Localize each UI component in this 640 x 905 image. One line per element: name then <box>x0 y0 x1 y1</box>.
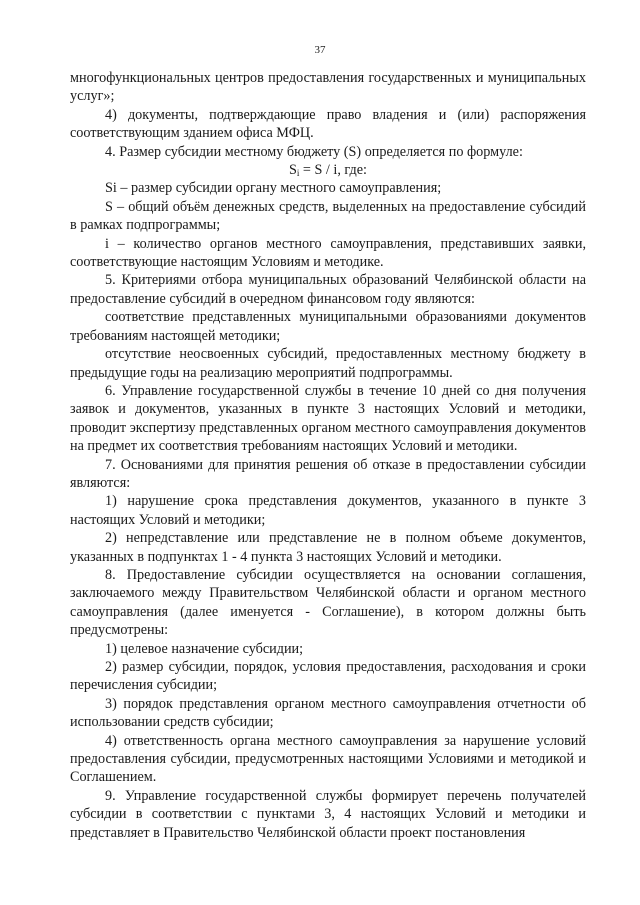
paragraph: 1) нарушение срока представления документов, указанного в пункте 3 настоящих Условий и методики; <box>70 493 586 528</box>
paragraph: отсутствие неосвоенных субсидий, предоставленных местному бюджету в предыдущие годы на реализацию мероприятий подпрограммы. <box>70 346 586 381</box>
paragraph: S – общий объём денежных средств, выделенных на предоставление субсидий в рамках подпрограммы; <box>70 198 586 234</box>
paragraph: 4) ответственность органа местного самоуправления за нарушение условий предоставления субсидии, предусмотренных настоящими Условиями и методикой и Соглашением. <box>70 732 586 786</box>
formula-rhs: = S / i, где: <box>299 162 368 179</box>
paragraph: 4. Размер субсидии местному бюджету (S) определяется по формуле: <box>105 143 523 160</box>
paragraph: 8. Предоставление субсидии осуществляется на основании соглашения, заключаемого между Правительством Челябинской области и органом местного самоуправления (далее именуется - Соглашение), в котором должны быть предусмотрены: <box>70 566 586 639</box>
formula <box>70 161 586 179</box>
formula-lhs: S <box>288 162 297 179</box>
paragraph: 5. Критериями отбора муниципальных образований Челябинской области на предоставление субсидий в очередном финансовом году являются: <box>70 272 586 307</box>
paragraph: многофункциональных центров предоставления государственных и муниципальных услуг»; <box>70 70 586 105</box>
paragraph: 7. Основаниями для принятия решения об отказе в предоставлении субсидии являются: <box>70 456 586 491</box>
paragraph: 2) размер субсидии, порядок, условия предоставления, расходования и сроки перечисления субсидии; <box>70 659 586 694</box>
paragraph: 9. Управление государственной службы формирует перечень получателей субсидии в соответствии с пунктами 3, 4 настоящих Условий и методики и представляет в Правительство Челябинской области проект постановления <box>70 787 586 841</box>
paragraph: 6. Управление государственной службы в течение 10 дней со дня получения заявок и документов, указанных в пункте 3 настоящих Условий и методики, проводит экспертизу представленных органом местного самоуправления документов на предмет их соответствия требованиям настоящих Условий и методики. <box>70 382 586 455</box>
paragraph: 1) целевое назначение субсидии; <box>105 640 304 657</box>
document-body <box>70 69 586 842</box>
formula-lhs-subscript: i <box>296 168 300 179</box>
paragraph: 2) непредставление или представление не в полном объеме документов, указанных в подпунктах 1 - 4 пункта 3 настоящих Условий и методики. <box>70 530 586 565</box>
paragraph: соответствие представленных муниципальными образованиями документов требованиям настоящей методики; <box>70 309 586 344</box>
paragraph: Si – размер субсидии органу местного самоуправления; <box>105 180 442 197</box>
paragraph: 3) порядок представления органом местного самоуправления отчетности об использовании средств субсидии; <box>70 695 586 731</box>
paragraph: 4) документы, подтверждающие право владения и (или) распоряжения соответствующим зданием офиса МФЦ. <box>70 106 586 142</box>
page-number: 37 <box>314 44 326 56</box>
paragraph: i – количество органов местного самоуправления, представивших заявки, соответствующие настоящим Условиям и методике. <box>70 235 586 271</box>
